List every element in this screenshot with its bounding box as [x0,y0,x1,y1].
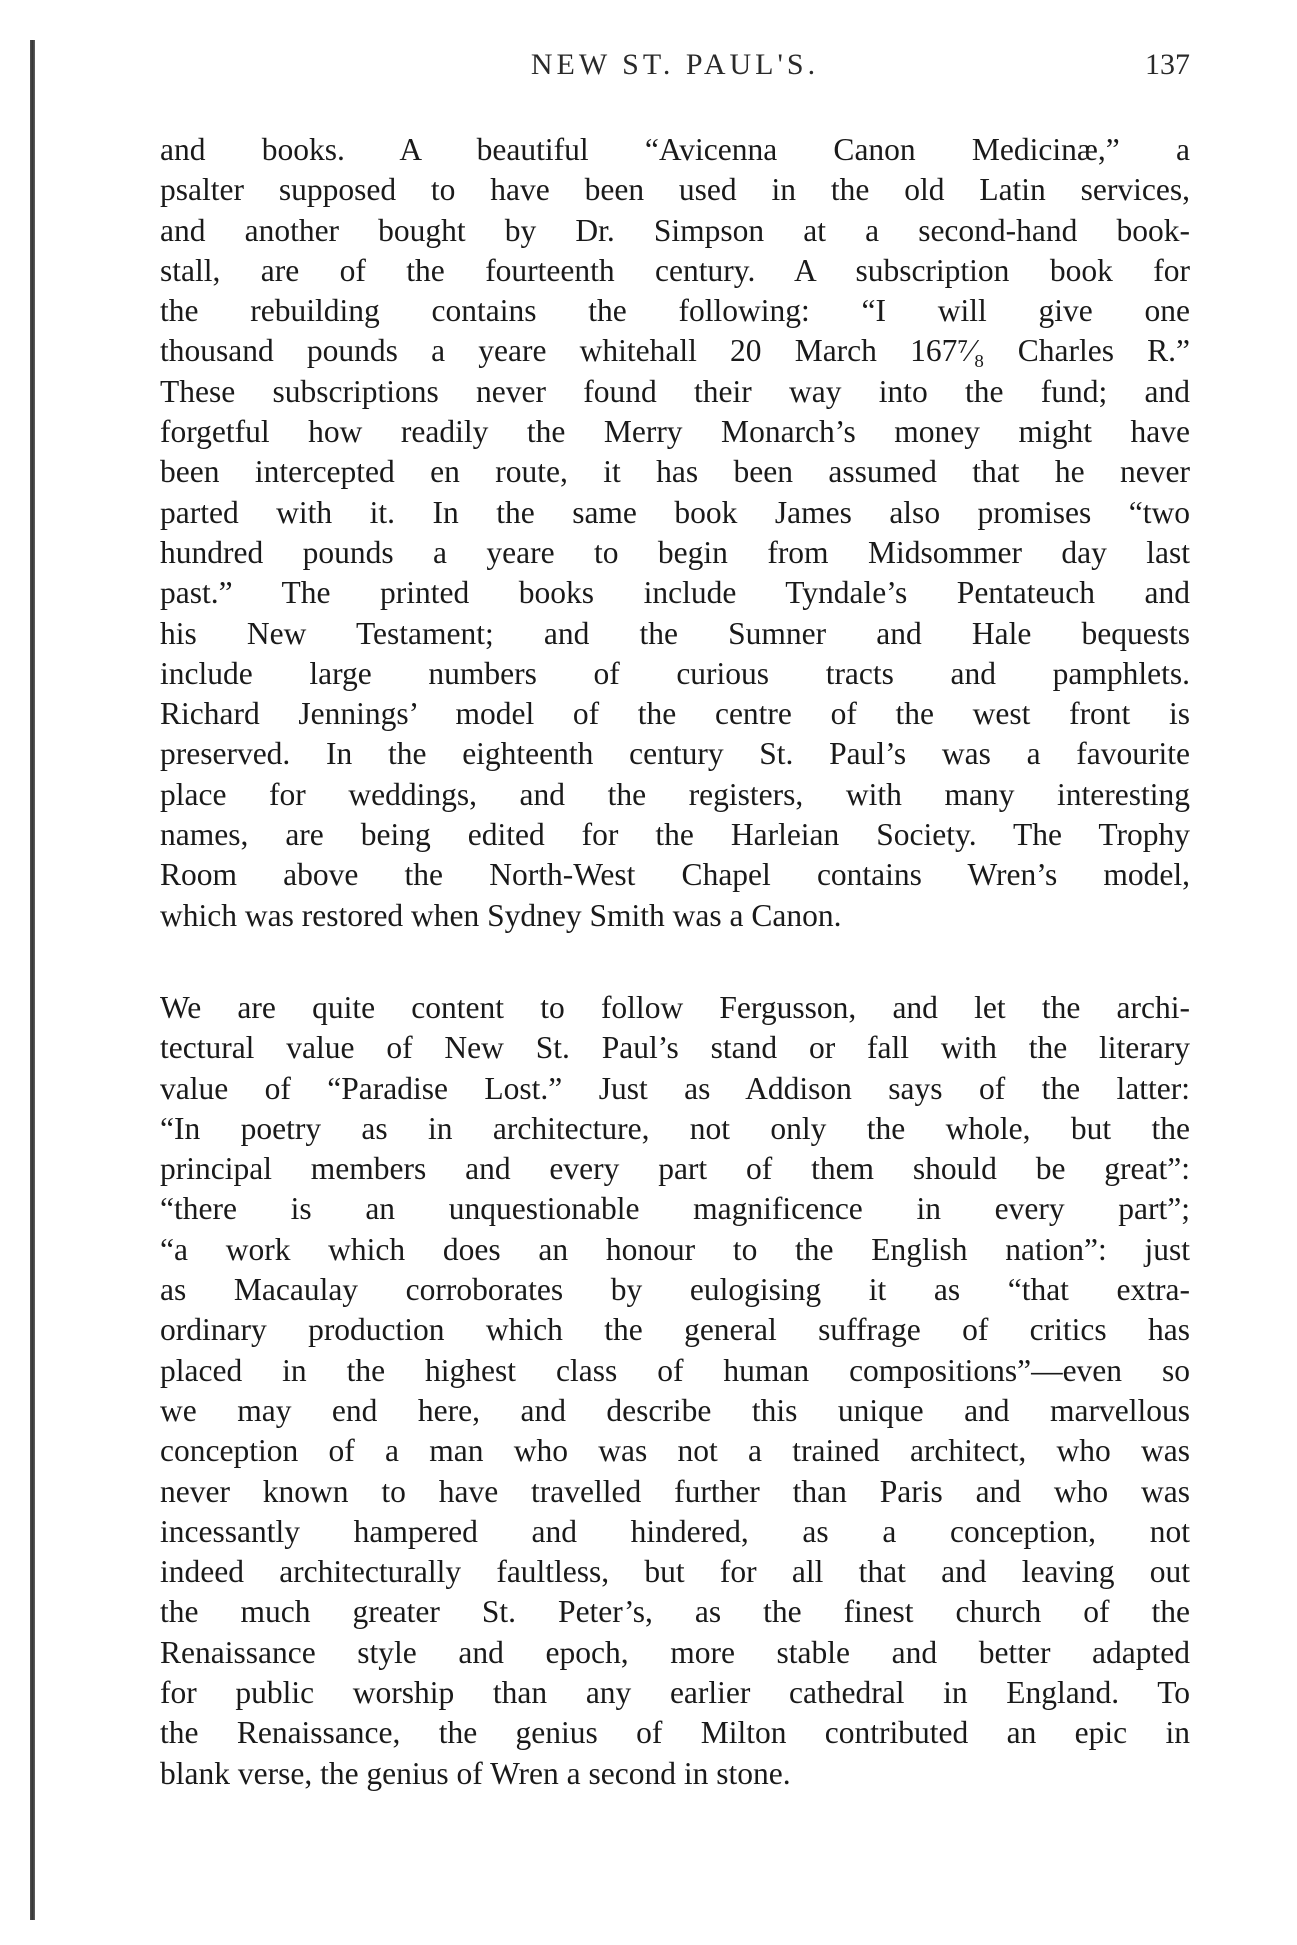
text-line: thousand pounds a yeare whitehall 20 March 167⁷⁄₈ Charles R.” [160,333,1190,369]
page-binding-edge [30,40,35,1920]
text-line: conception of a man who was not a trained architect, who was [160,1433,1190,1469]
text-line: the much greater St. Peter’s, as the finest church of the [160,1594,1190,1630]
text-line: for public worship than any earlier cathedral in England. To [160,1674,1190,1710]
text-line: placed in the highest class of human compositions”—even so [160,1352,1190,1388]
text-line: “a work which does an honour to the English nation”: just [160,1231,1190,1267]
text-line: the rebuilding contains the following: “I will give one [160,293,1190,329]
text-line: ordinary production which the general suffrage of critics has [160,1312,1190,1348]
text-line: and another bought by Dr. Simpson at a second-hand book- [160,212,1190,248]
text-line: never known to have travelled further than Paris and who was [160,1473,1190,1509]
page-header [160,48,1190,98]
text-line: which was restored when Sydney Smith was a Canon. [160,897,842,933]
paragraph-2 [160,988,1190,1794]
text-line: his New Testament; and the Sumner and Hale bequests [160,615,1190,651]
text-line: Richard Jennings’ model of the centre of the west front is [160,696,1190,732]
text-line: Room above the North-West Chapel contains Wren’s model, [160,857,1190,893]
text-line: past.” The printed books include Tyndale’s Pentateuch and [160,575,1190,611]
text-line: names, are being edited for the Harleian Society. The Trophy [160,817,1190,853]
text-line: stall, are of the fourteenth century. A subscription book for [160,252,1190,288]
text-line: Renaissance style and epoch, more stable and better adapted [160,1634,1190,1670]
text-line: been intercepted en route, it has been assumed that he never [160,454,1190,490]
text-line: forgetful how readily the Merry Monarch’s money might have [160,414,1190,450]
paragraph-1 [160,130,1190,936]
text-line: as Macaulay corroborates by eulogising it as “that extra- [160,1272,1190,1308]
text-line: parted with it. In the same book James also promises “two [160,494,1190,530]
text-line: include large numbers of curious tracts and pamphlets. [160,655,1190,691]
text-line: psalter supposed to have been used in the old Latin services, [160,172,1190,208]
text-line: value of “Paradise Lost.” Just as Addison says of the latter: [160,1070,1190,1106]
text-line: tectural value of New St. Paul’s stand or fall with the literary [160,1030,1190,1066]
text-line: hundred pounds a yeare to begin from Midsommer day last [160,534,1190,570]
text-line: incessantly hampered and hindered, as a conception, not [160,1513,1190,1549]
page-number: 137 [1145,48,1190,81]
text-line: the Renaissance, the genius of Milton contributed an epic in [160,1715,1190,1751]
text-line: we may end here, and describe this unique and marvellous [160,1392,1190,1428]
text-line: indeed architecturally faultless, but for all that and leaving out [160,1554,1190,1590]
text-line: preserved. In the eighteenth century St. Paul’s was a favourite [160,736,1190,772]
body-text [160,130,1190,1794]
paragraph-gap [160,936,1190,988]
running-head: NEW ST. PAUL'S. [530,48,820,81]
text-line: place for weddings, and the registers, with many interesting [160,776,1190,812]
text-line: and books. A beautiful “Avicenna Canon Medicinæ,” a [160,132,1190,167]
text-line: blank verse, the genius of Wren a second in stone. [160,1755,791,1791]
text-line: principal members and every part of them should be great”: [160,1151,1190,1187]
text-line: We are quite content to follow Fergusson, and let the archi- [160,989,1190,1025]
text-line: These subscriptions never found their way into the fund; and [160,373,1190,409]
text-line: “In poetry as in architecture, not only the whole, but the [160,1110,1190,1146]
text-line: “there is an unquestionable magnificence in every part”; [160,1191,1190,1227]
